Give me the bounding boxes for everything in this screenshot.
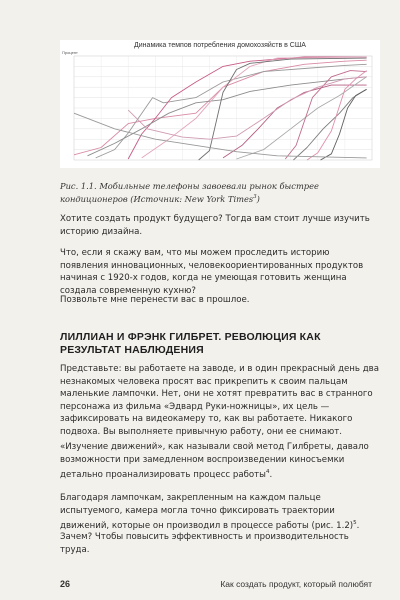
caption-text: Рис. 1.1. Мобильные телефоны завоевали рынок быстрее кондиционеров (Источник: New York Times xyxy=(60,181,319,204)
section-heading: ЛИЛЛИАН И ФРЭНК ГИЛБРЕТ. РЕВОЛЮЦИЯ КАК РЕЗУЛЬТАТ НАБЛЮДЕНИЯ xyxy=(60,331,321,356)
paragraph-motion-study xyxy=(60,441,380,482)
consumption-chart xyxy=(60,40,380,168)
paragraph-lamps-tail: . xyxy=(356,521,360,532)
footnote-ref-5: 5 xyxy=(353,520,357,527)
paragraph-motion-study-text: «Изучение движений», как называли свой метод Гилбреты, давало возможности при замедленном воспроизведении киносъемки детально проанализировать процесс работы xyxy=(60,442,369,481)
figure-caption xyxy=(60,181,380,205)
paragraph-lamps xyxy=(60,492,380,533)
caption-footnote-ref: 3 xyxy=(253,194,257,200)
chart-title: Динамика темпов потребления домохозяйств в США xyxy=(134,42,306,49)
y-axis-unit: Процент xyxy=(62,50,78,55)
caption-close: ) xyxy=(256,193,260,204)
running-book-title: Как создать продукт, который полюбят xyxy=(220,579,372,589)
paragraph-intro: Хотите создать продукт будущего? Тогда вам стоит лучше изучить историю дизайна. xyxy=(60,214,370,237)
paragraph-why: Зачем? Чтобы повысить эффективность и производительность труда. xyxy=(60,532,349,555)
paragraph-lamps-text: Благодаря лампочкам, закрепленным на каждом пальце испытуемого, камера могла точно фиксировать траектории движений, которые он производил в процессе работы (рис. 1.2) xyxy=(60,493,354,532)
paragraph-history: Что, если я скажу вам, что мы можем проследить историю появления инновационных, человекоориентированных продуктов начиная с 1920-х годов, когда не умеющая готовить женщина создала современную кухню? xyxy=(60,248,364,296)
page-number: 26 xyxy=(60,579,71,589)
paragraph-motion-study-tail: . xyxy=(269,470,273,481)
footnote-ref-4: 4 xyxy=(265,469,270,476)
paragraph-transition: Позвольте мне перенести вас в прошлое. xyxy=(60,295,250,305)
chart-figure xyxy=(60,40,380,168)
paragraph-imagine: Представьте: вы работаете на заводе, и в один прекрасный день два незнакомых человека просят вас прикрепить к своим пальцам маленькие лампочки. Нет, они не хотят превратить вас в странного персонажа из фильма «Эдвард Руки-ножницы», их цель — зафиксировать на видеокамеру то, как вы работаете. Никакого подвоха. Вы выполняете привычную работу, они ее снимают. xyxy=(60,364,379,437)
